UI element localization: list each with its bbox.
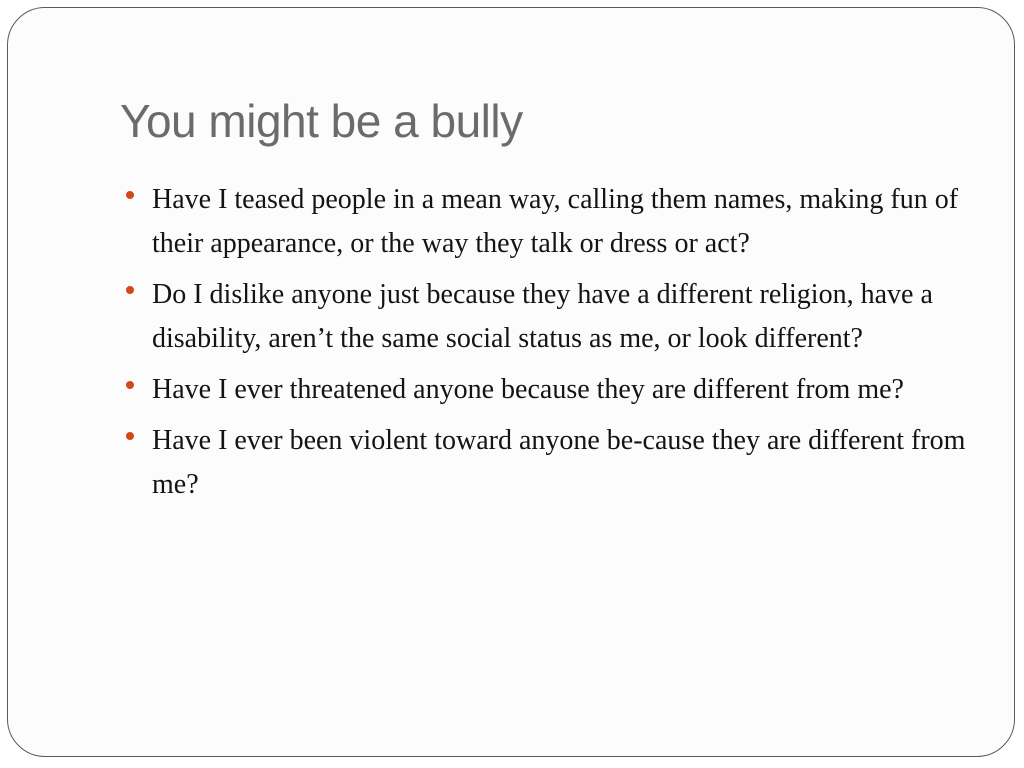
bullet-text: Do I dislike anyone just because they have a different religion, have a disability, aren’t the same social status as me, or look different? — [152, 279, 933, 354]
bullet-list — [120, 178, 970, 514]
bullet-dot-icon — [126, 191, 134, 199]
bullet-item — [120, 368, 970, 412]
slide — [7, 7, 1015, 757]
bullet-item — [120, 419, 970, 507]
slide-title: You might be a bully — [120, 95, 523, 147]
bullet-text: Have I ever threatened anyone because they are different from me? — [152, 374, 904, 405]
bullet-item — [120, 178, 970, 266]
bullet-text: Have I teased people in a mean way, calling them names, making fun of their appearance, or the way they talk or dress or act? — [152, 184, 959, 259]
bullet-dot-icon — [126, 286, 134, 294]
bullet-text: Have I ever been violent toward anyone be-cause they are different from me? — [152, 425, 966, 500]
bullet-item — [120, 273, 970, 361]
bullet-dot-icon — [126, 432, 134, 440]
bullet-dot-icon — [126, 381, 134, 389]
